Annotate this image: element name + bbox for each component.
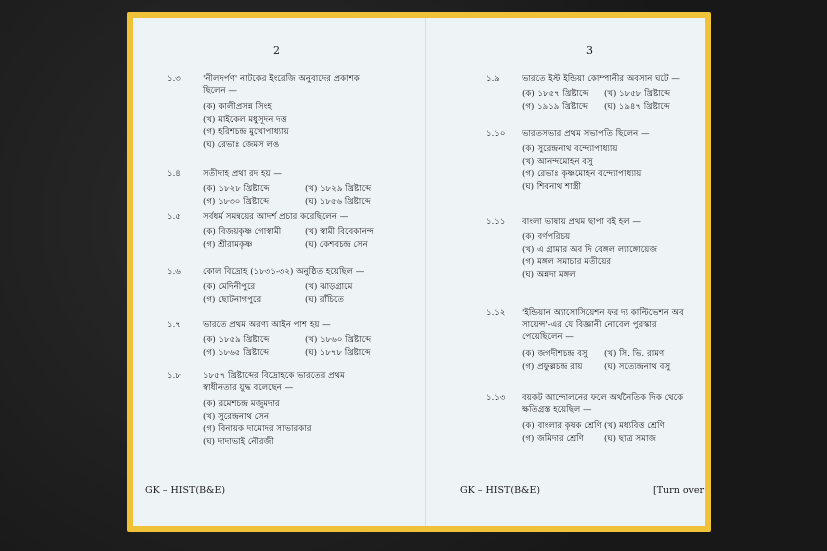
answer-option: (গ) জমিদার শ্রেণি: [522, 434, 584, 444]
answer-option: (গ) রেভাঃ কৃষ্ণমোহন বন্দ্যোপাধ্যায়: [522, 169, 642, 179]
answer-option: (ঘ) রাঁচিতে: [305, 295, 344, 305]
answer-option: (ক) সুরেন্দ্রনাথ বন্দ্যোপাধ্যায়: [522, 144, 618, 154]
question-text: ভারতসভার প্রথম সভাপতি ছিলেন —: [522, 129, 650, 139]
answer-option: (ঘ) শিবনাথ শাস্ত্রী: [522, 181, 581, 192]
booklet-spread: [133, 18, 705, 526]
question-number: ১.৩: [167, 74, 181, 84]
answer-option: (খ) মাইকেল মধুসূদন দত্ত: [203, 114, 287, 125]
answer-option: (ঘ) ১৯৪৭ খ্রিষ্টাব্দে: [604, 102, 670, 112]
question-number: ১.৯: [486, 74, 500, 84]
answer-option: (ক) ১৮৫৯ খ্রিষ্টাব্দে: [203, 335, 270, 345]
answer-option: (গ) ছোটনাগপুরে: [203, 295, 262, 305]
answer-option: (গ) প্রফুল্লচন্দ্র রায়: [522, 362, 583, 372]
question-text: কোল বিদ্রোহ (১৮৩১-৩২) অনুষ্ঠিত হয়েছিল —: [203, 267, 365, 277]
question-number: ১.১০: [486, 129, 506, 139]
answer-option: (ক) জগদীশচন্দ্র বসু: [522, 349, 588, 359]
footer-code: GK – HIST(B&E): [460, 485, 541, 496]
answer-option: (ক) বাংলার কৃষক শ্রেণি: [522, 421, 602, 431]
answer-option: (খ) সুরেন্দ্রনাথ সেন: [203, 411, 270, 422]
answer-option: (ক) কালীপ্রসন্ন সিংহ: [203, 102, 272, 112]
question-text: ১৮৫৭ খ্রিষ্টাব্দের বিদ্রোহকে ভারতের প্রথম স্বাধীনতার যুদ্ধ বলেছেন —: [203, 371, 345, 393]
question-number: ১.৪: [167, 169, 181, 179]
footer-code: GK – HIST(B&E): [145, 485, 226, 496]
answer-option: (খ) সি. ভি. রামণ: [604, 349, 665, 359]
question-number: ১.৮: [167, 371, 181, 381]
answer-option: (ক) বিজয়কৃষ্ণ গোস্বামী: [203, 227, 282, 237]
question-number: ১.১১: [486, 217, 506, 227]
answer-option: (খ) ঝাড়গ্রামে: [305, 282, 353, 292]
answer-option: (গ) বিনায়ক দামোদর সাভারকার: [203, 424, 312, 434]
question-number: ১.১২: [486, 308, 506, 318]
question-text: 'ইন্ডিয়ান অ্যাসোসিয়েশন ফর দ্য কাল্টিভেশন অব সায়েন্স'-এর যে বিজ্ঞানী নোবেল পুরস্কার পেয়েছিলেন —: [522, 308, 684, 342]
answer-option: (ঘ) অন্নদা মঙ্গল: [522, 269, 576, 280]
answer-option: (ঘ) দাদাভাই নৌরজী: [203, 436, 274, 447]
answer-option: (খ) ১৮২৯ খ্রিষ্টাব্দে: [305, 184, 372, 194]
answer-option: (ঘ) কেশবচন্দ্র সেন: [305, 240, 368, 250]
answer-option: (খ) ১৮৫৮ খ্রিষ্টাব্দে: [604, 89, 671, 99]
question-text: সতীদাহ প্রথা রদ হয় —: [203, 169, 282, 179]
turn-over-note: [Turn over: [653, 485, 705, 496]
answer-option: (ঘ) ছাত্র সমাজ: [604, 434, 657, 444]
answer-option: (ঘ) ১৮৭৮ খ্রিষ্টাব্দে: [305, 348, 371, 358]
answer-option: (গ) হরিশচন্দ্র মুখোপাধ্যায়: [203, 127, 289, 137]
answer-option: (গ) ১৮৩০ খ্রিষ্টাব্দে: [203, 197, 270, 207]
question-text: বয়কট আন্দোলনের ফলে অর্থনৈতিক দিক থেকে ক্ষতিগ্রস্ত হয়েছিল —: [522, 393, 684, 415]
answer-option: (ক) রমেশচন্দ্র মজুমদার: [203, 399, 280, 409]
answer-option: (গ) মঙ্গল সমাচার মতীয়ের: [522, 257, 612, 267]
question-number: ১.৫: [167, 212, 181, 222]
page-number: 2: [273, 44, 280, 57]
answer-option: (গ) ১৮৬৫ খ্রিষ্টাব্দে: [203, 348, 270, 358]
answer-option: (ঘ) রেভাঃ জেমস লঙ: [203, 139, 280, 150]
answer-option: (খ) আনন্দমোহন বসু: [522, 156, 593, 167]
answer-option: (খ) এ গ্রামার অব দি বেঙ্গল ল্যাঙ্গোয়েজ: [522, 244, 658, 255]
question-text: ভারতে ইস্ট ইন্ডিয়া কোম্পানীর অবসান ঘটে —: [522, 74, 680, 84]
question-text: সর্বধর্ম সমন্বয়ের আদর্শ প্রচার করেছিলেন —: [203, 212, 349, 222]
question-text: ভারতে প্রথম অরণ্য আইন পাশ হয় —: [203, 320, 331, 330]
right-page: [425, 18, 706, 526]
answer-option: (ঘ) সত্যেন্দ্রনাথ বসু: [604, 362, 671, 372]
answer-option: (ক) ১৮৫৭ খ্রিষ্টাব্দে: [522, 89, 589, 99]
question-number: ১.৭: [167, 320, 181, 330]
answer-option: (খ) স্বামী বিবেকানন্দ: [305, 227, 374, 237]
answer-option: (খ) ১৮৬০ খ্রিষ্টাব্দে: [305, 335, 372, 345]
left-page: [133, 18, 425, 526]
question-number: ১.৬: [167, 267, 181, 277]
answer-option: (ক) ১৮২৮ খ্রিষ্টাব্দে: [203, 184, 270, 194]
answer-option: (ক) মেদিনীপুরে: [203, 282, 256, 292]
answer-option: (ক) বর্ণপরিচয়: [522, 232, 571, 242]
page-number: 3: [586, 44, 593, 57]
answer-option: (গ) শ্রীরামকৃষ্ণ: [203, 240, 253, 250]
question-text: 'নীলদর্পণ' নাটকের ইংরেজি অনুবাদের প্রকাশক ছিলেন —: [203, 74, 360, 96]
question-number: ১.১৩: [486, 393, 506, 403]
answer-option: (ঘ) ১৮৫৬ খ্রিষ্টাব্দে: [305, 197, 371, 207]
answer-option: (খ) মধ্যবিত্ত শ্রেণি: [604, 421, 665, 431]
question-text: বাংলা ভাষায় প্রথম ছাপা বই হল —: [522, 217, 641, 227]
answer-option: (গ) ১৯১৯ খ্রিষ্টাব্দে: [522, 102, 589, 112]
